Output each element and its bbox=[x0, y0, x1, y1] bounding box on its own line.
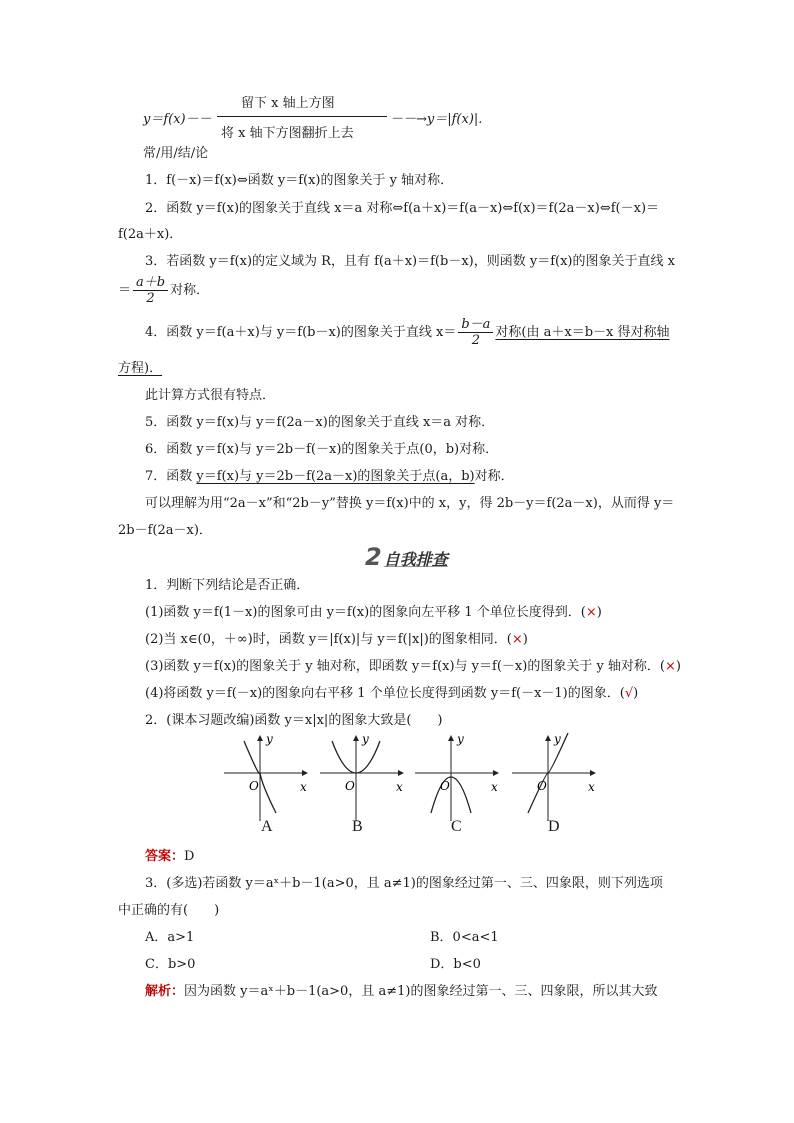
conclusion-2-cont: f(2a＋x)． bbox=[118, 227, 183, 242]
q3-option-d[interactable]: D．b<0 bbox=[430, 957, 481, 972]
q2-stem: 2．(课本习题改编)函数 y＝x|x|的图象大致是( ) bbox=[145, 713, 443, 728]
section-number: 2 bbox=[365, 543, 382, 571]
origin-label: O bbox=[440, 779, 450, 793]
x-axis-arrow bbox=[493, 770, 499, 776]
section-self-check-title bbox=[365, 543, 448, 571]
c7-tail: 对称． bbox=[474, 469, 514, 484]
c4-numerator: b－a bbox=[458, 317, 493, 333]
q2-graph-a[interactable] bbox=[222, 733, 312, 823]
q2-graph-b[interactable] bbox=[318, 733, 408, 823]
q3-stem-line-2: 中正确的有( ) bbox=[118, 903, 220, 918]
q2-answer bbox=[145, 848, 194, 866]
origin-label: O bbox=[345, 779, 355, 793]
y-axis-arrow bbox=[545, 735, 551, 741]
q1-item-2: (2)当 x∈(0，＋∞)时，函数 y＝|f(x)|与 y＝f(|x|)的图象相同．(×) bbox=[145, 632, 528, 647]
c7-pre: 7．函数 bbox=[145, 469, 197, 484]
graph-label-a: A bbox=[261, 818, 273, 835]
transform-bottom-label: 将 x 轴下方图翻折上去 bbox=[221, 126, 354, 141]
calc-note: 此计算方式很有特点． bbox=[145, 388, 276, 403]
y-label: y bbox=[266, 733, 273, 746]
q1-stem: 1．判断下列结论是否正确． bbox=[145, 578, 310, 593]
analysis-label: 解析： bbox=[145, 984, 185, 999]
c3-eq: ＝ bbox=[118, 283, 132, 298]
q3-option-b[interactable]: B．0<a<1 bbox=[430, 930, 499, 945]
q1-item-4-text: (4)将函数 y＝f(－x)的图象向右平移 1 个单位长度得到函数 y＝f(－x－1)的图象．( bbox=[145, 686, 625, 701]
q3-stem-line-1: 3．(多选)若函数 y＝aˣ＋b－1(a>0，且 a≠1)的图象经过第一、三、四象限，则下列选项 bbox=[145, 876, 663, 891]
x-label: x bbox=[300, 780, 307, 794]
c3-numerator: a＋b bbox=[133, 275, 168, 291]
c3-tail: 对称． bbox=[170, 283, 210, 298]
conclusion-4-cont: 方程)． bbox=[118, 361, 163, 376]
y-axis-arrow bbox=[353, 735, 359, 741]
c4-tail: 对称(由 a＋x＝b－x 得对称轴 bbox=[495, 325, 670, 340]
q1-item-1: (1)函数 y＝f(1－x)的图象可由 y＝f(x)的图象向左平移 1 个单位长度得到．(×) bbox=[145, 605, 602, 620]
q1-item-4: (4)将函数 y＝f(－x)的图象向右平移 1 个单位长度得到函数 y＝f(－x－1)的图象．(√) bbox=[145, 686, 639, 701]
answer-label: 答案： bbox=[145, 849, 185, 864]
q1-judgment-4: √ bbox=[624, 686, 634, 701]
explanation-line-1: 可以理解为用“2a－x”和“2b－y”替换 y＝f(x)中的 x，y，得 2b－y＝f(2a－x)，从而得 y＝ bbox=[145, 496, 675, 511]
q1-judgment-2: × bbox=[511, 632, 523, 647]
analysis-text: 因为函数 y＝aˣ＋b－1(a>0，且 a≠1)的图象经过第一、三、四象限，所以其大致 bbox=[184, 984, 658, 999]
graph-label-d: D bbox=[548, 818, 560, 835]
transform-top-label: 留下 x 轴上方图 bbox=[241, 96, 335, 111]
y-label: y bbox=[457, 733, 464, 746]
q1-item-2-text: (2)当 x∈(0，＋∞)时，函数 y＝|f(x)|与 y＝f(|x|)的图象相同．( bbox=[145, 632, 512, 647]
q2-graph-c[interactable] bbox=[413, 733, 503, 823]
x-axis-arrow bbox=[302, 770, 308, 776]
conclusion-7 bbox=[145, 468, 514, 486]
explanation-line-2: 2b－f(2a－x)． bbox=[118, 523, 212, 538]
y-label: y bbox=[554, 733, 561, 746]
origin-label: O bbox=[249, 779, 259, 793]
c7-mid: y＝f(x)与 y＝2b－f(2a－x)的图象关于点(a，b) bbox=[196, 469, 475, 484]
transform-lhs: y＝f(x)－－ bbox=[143, 112, 212, 127]
q3-option-a[interactable]: A．a>1 bbox=[145, 930, 195, 945]
graph-label-b: B bbox=[352, 818, 363, 835]
c3-fraction bbox=[133, 275, 168, 306]
q1-item-3-text: (3)函数 y＝f(x)的图象关于 y 轴对称，即函数 y＝f(x)与 y＝f(－x)的图象关于 y 轴对称．( bbox=[145, 659, 665, 674]
q1-item-3: (3)函数 y＝f(x)的图象关于 y 轴对称，即函数 y＝f(x)与 y＝f(－x)的图象关于 y 轴对称．(×) bbox=[145, 659, 681, 674]
x-axis-arrow bbox=[398, 770, 404, 776]
c4-denominator: 2 bbox=[471, 333, 481, 348]
q3-analysis bbox=[145, 983, 657, 1001]
q1-judgment-3: × bbox=[665, 659, 676, 674]
section-label: 自我排查 bbox=[383, 550, 448, 569]
x-axis-arrow bbox=[590, 770, 596, 776]
c3-denominator: 2 bbox=[146, 291, 155, 306]
y-axis-arrow bbox=[257, 735, 263, 741]
conclusion-3: 3．若函数 y＝f(x)的定义域为 R，且有 f(a＋x)＝f(b－x)，则函数 y＝f(x)的图象关于直线 x bbox=[145, 254, 675, 269]
q1-judgment-1: × bbox=[585, 605, 597, 620]
transform-rhs: －－→y＝|f(x)|. bbox=[390, 112, 483, 127]
conclusion-6: 6．函数 y＝f(x)与 y＝2b－f(－x)的图象关于点(0，b)对称． bbox=[145, 442, 499, 457]
x-label: x bbox=[396, 780, 403, 794]
q2-graph-d[interactable] bbox=[510, 733, 600, 823]
q3-option-c[interactable]: C．b>0 bbox=[145, 957, 196, 972]
graph-label-c: C bbox=[451, 818, 462, 835]
conclusion-4 bbox=[145, 316, 670, 350]
x-label: x bbox=[588, 780, 595, 794]
c4-fraction bbox=[458, 317, 493, 348]
transform-arrow-bar bbox=[217, 116, 387, 117]
c4-pre: 4．函数 y＝f(a＋x)与 y＝f(b－x)的图象关于直线 x＝ bbox=[145, 325, 457, 340]
answer-value: D bbox=[184, 849, 195, 864]
q1-item-1-text: (1)函数 y＝f(1－x)的图象可由 y＝f(x)的图象向左平移 1 个单位长度得到．( bbox=[145, 605, 586, 620]
origin-label: O bbox=[537, 779, 547, 793]
conclusion-1: 1．f(－x)＝f(x)⇔函数 y＝f(x)的图象关于 y 轴对称． bbox=[145, 173, 454, 188]
conclusion-2: 2．函数 y＝f(x)的图象关于直线 x＝a 对称⇔f(a＋x)＝f(a－x)⇔f(x)＝f(2a－x)⇔f(－x)＝ bbox=[145, 201, 660, 216]
y-axis-arrow bbox=[448, 735, 454, 741]
x-label: x bbox=[491, 780, 498, 794]
conclusion-5: 5．函数 y＝f(x)与 y＝f(2a－x)的图象关于直线 x＝a 对称． bbox=[145, 415, 495, 430]
common-conclusions-heading: 常/用/结/论 bbox=[143, 146, 209, 161]
y-label: y bbox=[362, 733, 369, 746]
conclusion-3-cont bbox=[118, 274, 209, 308]
